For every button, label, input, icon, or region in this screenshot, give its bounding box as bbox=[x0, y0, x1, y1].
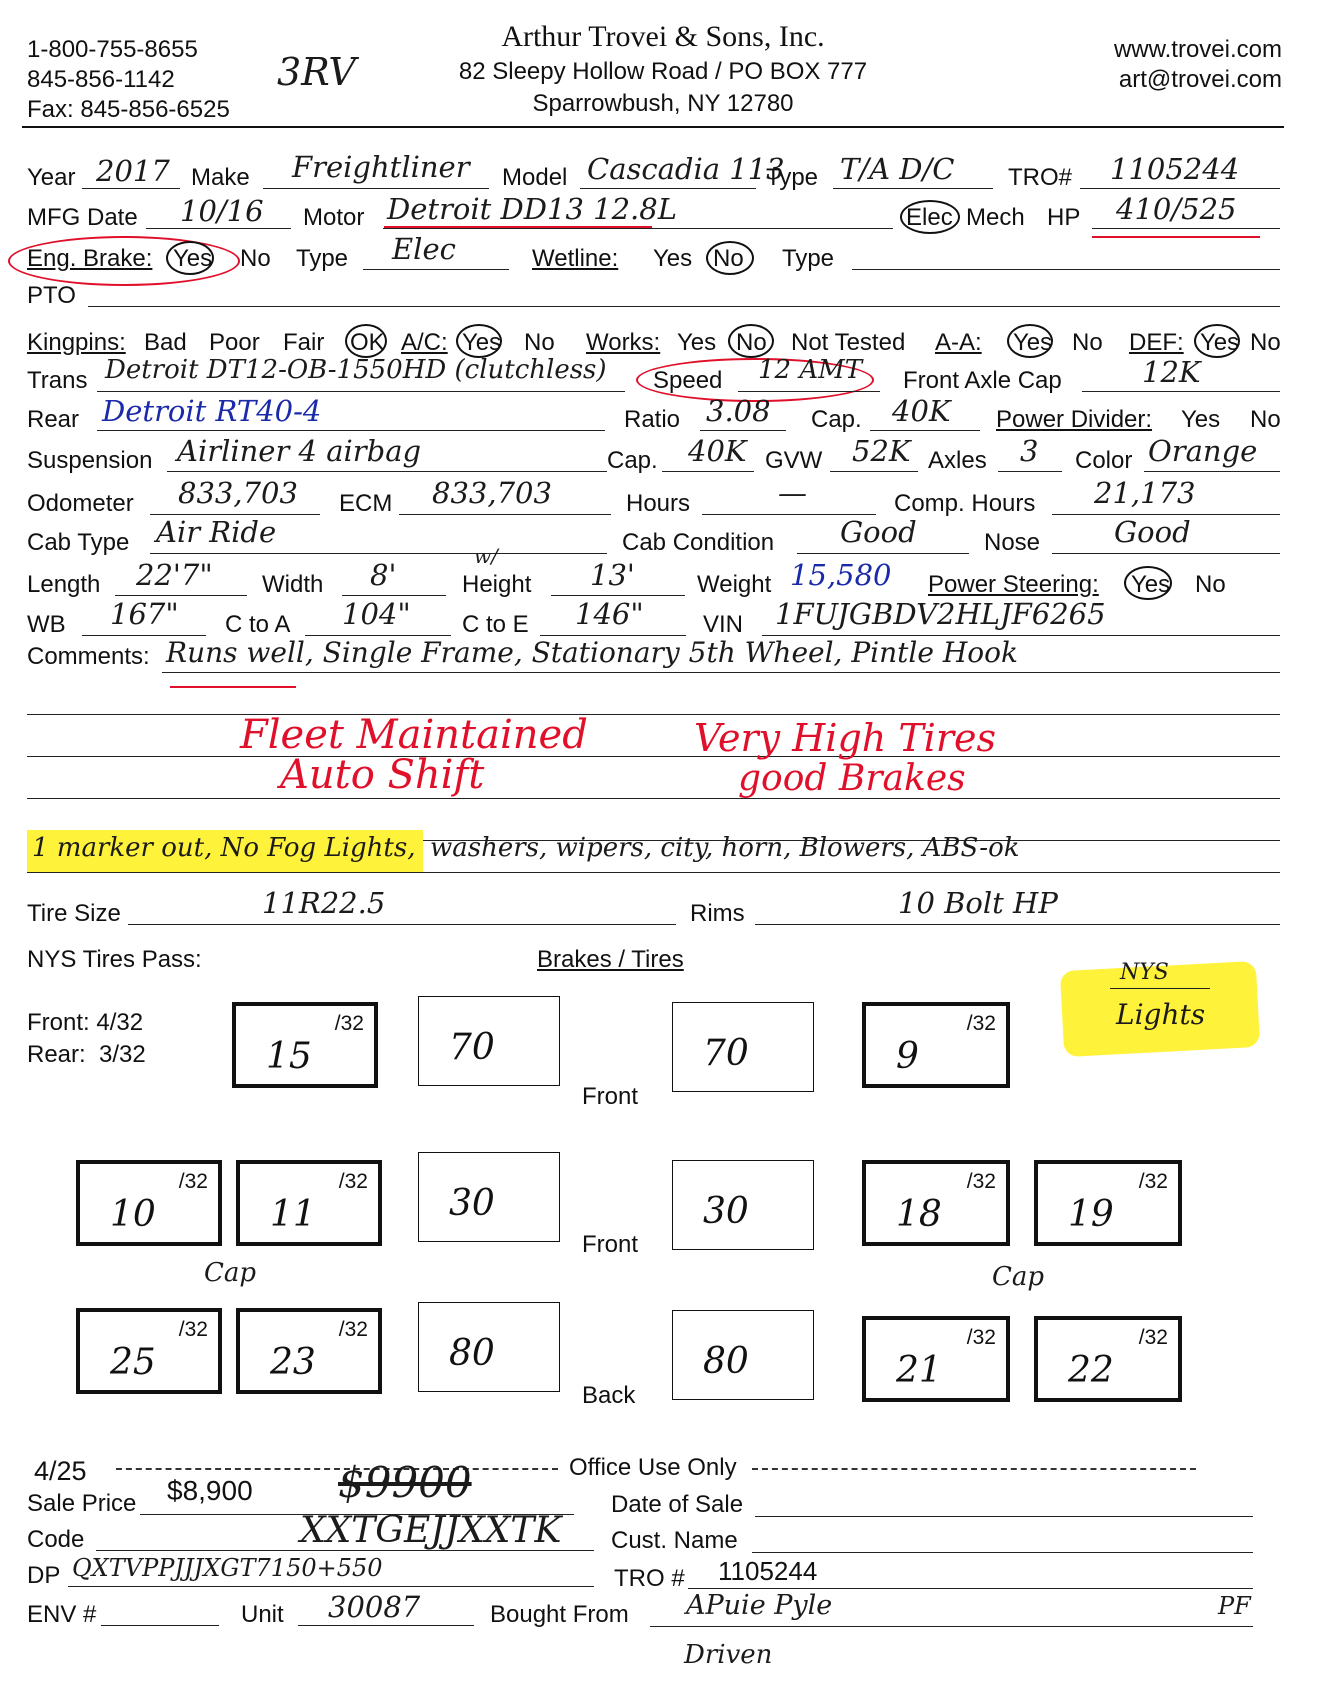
comments-label: Comments: bbox=[27, 643, 150, 670]
model-label: Model bbox=[502, 164, 568, 191]
gvw-value[interactable]: 52K bbox=[852, 434, 911, 468]
speed-label: Speed bbox=[653, 367, 723, 394]
sale-date-value[interactable]: 4/25 bbox=[34, 1456, 87, 1486]
c-to-e-value[interactable]: 146" bbox=[575, 597, 644, 631]
tire-back-left-outer[interactable] bbox=[76, 1308, 222, 1394]
brake-value: 30 bbox=[703, 1191, 749, 1232]
pto-label: PTO bbox=[27, 282, 76, 309]
note-good-brakes: good Brakes bbox=[738, 758, 966, 799]
dp-value[interactable]: QXTVPPJJJXGT7150+550 bbox=[72, 1554, 383, 1582]
mech-option[interactable]: Mech bbox=[966, 204, 1025, 231]
power-divider-label: Power Divider: bbox=[996, 406, 1153, 433]
front-steer-label: Front bbox=[582, 1083, 639, 1110]
def-yes[interactable]: Yes bbox=[1200, 329, 1240, 356]
type-value[interactable]: T/A D/C bbox=[840, 152, 955, 186]
susp-cap-value[interactable]: 40K bbox=[688, 434, 747, 468]
note-very-high-tires: Very High Tires bbox=[694, 716, 996, 760]
vin-value[interactable]: 1FUJGBDV2HLJF6265 bbox=[775, 597, 1106, 631]
nose-value[interactable]: Good bbox=[1114, 515, 1191, 549]
rims-label: Rims bbox=[690, 900, 745, 927]
tire-value: 23 bbox=[270, 1342, 316, 1383]
ratio-value[interactable]: 3.08 bbox=[706, 394, 771, 428]
tro-value[interactable]: 1105244 bbox=[1110, 152, 1240, 186]
date-of-sale-label: Date of Sale bbox=[611, 1491, 744, 1518]
phone-2: 845-856-1142 bbox=[27, 66, 175, 93]
power-steering-yes[interactable]: Yes bbox=[1131, 571, 1171, 598]
tire-value: 15 bbox=[266, 1036, 312, 1077]
header-divider bbox=[22, 126, 1284, 128]
def-label: DEF: bbox=[1129, 329, 1184, 356]
wetline-type-label: Type bbox=[782, 245, 835, 272]
hours-value[interactable]: — bbox=[778, 476, 807, 510]
tire-size-label: Tire Size bbox=[27, 900, 121, 927]
tro-num-value[interactable]: 1105244 bbox=[718, 1556, 818, 1586]
wb-label: WB bbox=[27, 611, 66, 638]
tire-value: 25 bbox=[110, 1342, 156, 1383]
tro-label: TRO# bbox=[1008, 164, 1073, 191]
brake-value: 30 bbox=[449, 1183, 495, 1224]
comp-hours-value[interactable]: 21,173 bbox=[1094, 476, 1196, 510]
width-label: Width bbox=[262, 571, 324, 598]
email-link[interactable]: art@trovei.com bbox=[1118, 66, 1282, 93]
ac-yes-circle bbox=[456, 324, 502, 358]
cab-type-label: Cab Type bbox=[27, 529, 130, 556]
eng-brake-label: Eng. Brake: bbox=[27, 245, 153, 272]
type-label: Type bbox=[766, 164, 819, 191]
lights-note: Lights bbox=[1116, 998, 1206, 1031]
front-axle-cap-value[interactable]: 12K bbox=[1142, 355, 1201, 389]
brake-front-right[interactable] bbox=[672, 1160, 814, 1250]
rear-value[interactable]: Detroit RT40-4 bbox=[102, 394, 322, 428]
wetline-no[interactable]: No bbox=[713, 245, 744, 272]
tire-fraction: /32 bbox=[966, 1326, 996, 1349]
tire-value: 19 bbox=[1068, 1194, 1114, 1235]
sale-price-value[interactable]: $8,900 bbox=[167, 1475, 253, 1506]
ecm-label: ECM bbox=[339, 490, 393, 517]
tire-front-left-outer[interactable] bbox=[76, 1160, 222, 1246]
ecm-value[interactable]: 833,703 bbox=[432, 476, 552, 510]
eng-brake-yes-circle bbox=[166, 241, 214, 275]
brake-front-left[interactable] bbox=[418, 1152, 560, 1242]
sale-price-label: Sale Price bbox=[27, 1490, 137, 1517]
dp-label: DP bbox=[27, 1562, 61, 1589]
aa-no[interactable]: No bbox=[1072, 329, 1103, 356]
tire-value: 10 bbox=[110, 1194, 156, 1235]
elec-selected-circle bbox=[900, 200, 960, 234]
address-line-2: Sparrowbush, NY 12780 bbox=[532, 90, 794, 117]
gvw-label: GVW bbox=[765, 447, 823, 474]
motor-value[interactable]: Detroit DD13 12.8L bbox=[387, 192, 677, 226]
motor-label: Motor bbox=[303, 204, 365, 231]
tire-fraction: /32 bbox=[178, 1170, 208, 1193]
height-value[interactable]: 13' bbox=[590, 558, 635, 592]
tire-fraction: /32 bbox=[1138, 1170, 1168, 1193]
aa-label: A-A: bbox=[935, 329, 982, 356]
env-label: ENV # bbox=[27, 1601, 97, 1628]
power-divider-yes[interactable]: Yes bbox=[1181, 406, 1221, 433]
height-label: Height bbox=[462, 571, 532, 598]
fax: Fax: 845-856-6525 bbox=[27, 96, 230, 123]
nys-tires-pass-label: NYS Tires Pass: bbox=[27, 946, 202, 973]
suspension-value[interactable]: Airliner 4 airbag bbox=[177, 434, 422, 468]
works-not-tested[interactable]: Not Tested bbox=[791, 329, 906, 356]
ac-yes[interactable]: Yes bbox=[462, 329, 502, 356]
brake-value: 80 bbox=[449, 1333, 495, 1374]
eng-brake-type-value[interactable]: Elec bbox=[392, 232, 456, 266]
unit-value[interactable]: 30087 bbox=[328, 1590, 421, 1624]
bought-from-initials: PF bbox=[1218, 1592, 1251, 1620]
tire-back-right-inner[interactable] bbox=[862, 1316, 1010, 1402]
lights-highlighted-text: 1 marker out, No Fog Lights, bbox=[32, 833, 416, 863]
power-steering-no[interactable]: No bbox=[1195, 571, 1226, 598]
height-note: w/ bbox=[474, 544, 498, 568]
tire-front-right-inner[interactable] bbox=[862, 1160, 1010, 1246]
weight-label: Weight bbox=[697, 571, 772, 598]
comp-hours-label: Comp. Hours bbox=[894, 490, 1036, 517]
eng-brake-type-label: Type bbox=[296, 245, 349, 272]
tire-fraction: /32 bbox=[966, 1170, 996, 1193]
color-value[interactable]: Orange bbox=[1148, 434, 1258, 468]
axles-value[interactable]: 3 bbox=[1020, 434, 1039, 468]
ac-label: A/C: bbox=[401, 329, 448, 356]
wetline-no-circle bbox=[706, 241, 754, 275]
tire-front-right-outer[interactable] bbox=[1034, 1160, 1182, 1246]
year-label: Year bbox=[27, 164, 76, 191]
tire-value: 18 bbox=[896, 1194, 942, 1235]
cab-condition-label: Cab Condition bbox=[622, 529, 775, 556]
cab-condition-value[interactable]: Good bbox=[840, 515, 917, 549]
power-steering-yes-circle bbox=[1124, 566, 1172, 600]
mfg-date-value[interactable]: 10/16 bbox=[180, 194, 264, 228]
code-value[interactable]: XXTGEJJXXTK bbox=[300, 1510, 562, 1551]
back-label: Back bbox=[582, 1382, 636, 1409]
nose-label: Nose bbox=[984, 529, 1041, 556]
c-to-a-value[interactable]: 104" bbox=[342, 597, 411, 631]
comments-value[interactable]: Runs well, Single Frame, Stationary 5th Wheel, Pintle Hook bbox=[166, 636, 1018, 669]
kingpins-poor[interactable]: Poor bbox=[209, 329, 260, 356]
unit-label: Unit bbox=[241, 1601, 284, 1628]
kingpins-label: Kingpins: bbox=[27, 329, 126, 356]
mfg-date-label: MFG Date bbox=[27, 204, 138, 231]
c-to-e-label: C to E bbox=[462, 611, 529, 638]
lights-rest-text: washers, wipers, city, horn, Blowers, ABS-ok bbox=[430, 833, 1020, 863]
kingpins-ok[interactable]: OK bbox=[350, 329, 385, 356]
kingpins-ok-circle bbox=[345, 324, 387, 358]
tire-fraction: /32 bbox=[966, 1012, 996, 1035]
rear-cap-label: Cap. bbox=[811, 406, 862, 433]
rear-label: Rear bbox=[27, 406, 80, 433]
rims-value[interactable]: 10 Bolt HP bbox=[898, 886, 1058, 920]
odometer-label: Odometer bbox=[27, 490, 134, 517]
brake-steer-right[interactable] bbox=[672, 1002, 814, 1092]
brake-steer-left[interactable] bbox=[418, 996, 560, 1086]
office-dash-left bbox=[116, 1468, 558, 1470]
weight-value[interactable]: 15,580 bbox=[790, 558, 892, 592]
kingpins-bad[interactable]: Bad bbox=[144, 329, 187, 356]
comments-red-underline bbox=[170, 686, 296, 688]
cab-type-value[interactable]: Air Ride bbox=[156, 515, 277, 549]
tire-fraction: /32 bbox=[334, 1012, 364, 1035]
brake-back-right[interactable] bbox=[672, 1310, 814, 1400]
wb-value[interactable]: 167" bbox=[110, 597, 179, 631]
tire-fraction: /32 bbox=[178, 1318, 208, 1341]
phone-1: 1-800-755-8655 bbox=[27, 36, 198, 63]
tire-value: 11 bbox=[270, 1194, 316, 1235]
make-value[interactable]: Freightliner bbox=[292, 150, 470, 184]
model-value[interactable]: Cascadia 113 bbox=[587, 152, 785, 186]
ac-no[interactable]: No bbox=[524, 329, 555, 356]
susp-cap-label: Cap. bbox=[607, 447, 658, 474]
width-value[interactable]: 8' bbox=[370, 558, 397, 592]
rear-requirement: Rear: 3/32 bbox=[27, 1041, 146, 1068]
wetline-label: Wetline: bbox=[532, 245, 619, 272]
brake-value: 70 bbox=[703, 1033, 749, 1074]
tire-value: 22 bbox=[1068, 1350, 1114, 1391]
axles-label: Axles bbox=[928, 447, 987, 474]
wetline-yes[interactable]: Yes bbox=[653, 245, 693, 272]
tire-value: 9 bbox=[896, 1036, 919, 1077]
code-label: Code bbox=[27, 1526, 85, 1553]
works-no-circle bbox=[728, 324, 774, 358]
works-label: Works: bbox=[586, 329, 661, 356]
front-axle-cap-label: Front Axle Cap bbox=[903, 367, 1062, 394]
address-line-1: 82 Sleepy Hollow Road / PO BOX 777 bbox=[458, 58, 868, 85]
tire-value: 21 bbox=[896, 1350, 942, 1391]
c-to-a-label: C to A bbox=[225, 611, 291, 638]
tag-note: 3RV bbox=[277, 50, 356, 94]
tire-front-left-inner[interactable] bbox=[236, 1160, 382, 1246]
bought-from-value[interactable]: APuie Pyle bbox=[686, 1590, 833, 1621]
aa-yes[interactable]: Yes bbox=[1013, 329, 1053, 356]
cust-name-label: Cust. Name bbox=[611, 1527, 738, 1554]
length-value[interactable]: 22'7" bbox=[136, 558, 213, 592]
tire-back-left-inner[interactable] bbox=[236, 1308, 382, 1394]
tire-steer-right[interactable] bbox=[862, 1002, 1010, 1088]
year-value[interactable]: 2017 bbox=[96, 154, 170, 188]
driven-note: Driven bbox=[684, 1640, 773, 1670]
hp-value[interactable]: 410/525 bbox=[1116, 192, 1237, 226]
office-dash-right bbox=[752, 1468, 1196, 1470]
vin-label: VIN bbox=[703, 611, 744, 638]
brake-back-left[interactable] bbox=[418, 1302, 560, 1392]
tire-fraction: /32 bbox=[1138, 1326, 1168, 1349]
tire-fraction: /32 bbox=[338, 1318, 368, 1341]
website-link[interactable]: www.trovei.com bbox=[1113, 36, 1282, 63]
cap-note-left: Cap bbox=[204, 1258, 257, 1288]
eng-brake-yes[interactable]: Yes bbox=[173, 245, 213, 272]
trans-value[interactable]: Detroit DT12-OB-1550HD (clutchless) bbox=[105, 355, 607, 385]
cap-note-right: Cap bbox=[992, 1262, 1045, 1292]
hours-label: Hours bbox=[626, 490, 691, 517]
bought-from-label: Bought From bbox=[490, 1601, 629, 1628]
brake-value: 80 bbox=[703, 1341, 749, 1382]
tire-fraction: /32 bbox=[338, 1170, 368, 1193]
odometer-value[interactable]: 833,703 bbox=[178, 476, 298, 510]
aa-yes-circle bbox=[1007, 324, 1053, 358]
kingpins-fair[interactable]: Fair bbox=[283, 329, 325, 356]
works-yes[interactable]: Yes bbox=[677, 329, 717, 356]
motor-red-underline bbox=[384, 226, 652, 228]
power-divider-no[interactable]: No bbox=[1250, 406, 1281, 433]
front-requirement: Front: 4/32 bbox=[27, 1009, 144, 1036]
tro-num-label: TRO # bbox=[614, 1565, 685, 1592]
eng-brake-no[interactable]: No bbox=[240, 245, 271, 272]
tire-size-value[interactable]: 11R22.5 bbox=[262, 886, 386, 920]
elec-option[interactable]: Elec bbox=[906, 204, 953, 231]
front-drive-label: Front bbox=[582, 1231, 639, 1258]
tire-steer-left[interactable] bbox=[232, 1002, 378, 1088]
company-name: Arthur Trovei & Sons, Inc. bbox=[501, 20, 825, 53]
brakes-tires-heading: Brakes / Tires bbox=[537, 946, 684, 973]
def-yes-circle bbox=[1194, 324, 1240, 358]
tire-back-right-outer[interactable] bbox=[1034, 1316, 1182, 1402]
ratio-label: Ratio bbox=[624, 406, 681, 433]
speed-value[interactable]: 12 AMT bbox=[758, 355, 863, 385]
hp-label: HP bbox=[1047, 204, 1081, 231]
hp-red-underline bbox=[1092, 236, 1260, 238]
trans-label: Trans bbox=[27, 367, 88, 394]
rear-cap-value[interactable]: 40K bbox=[892, 394, 951, 428]
nys-note-underline bbox=[1110, 988, 1210, 989]
note-auto-shift: Auto Shift bbox=[280, 752, 485, 798]
works-no[interactable]: No bbox=[736, 329, 767, 356]
note-fleet-maintained: Fleet Maintained bbox=[240, 712, 588, 758]
def-no[interactable]: No bbox=[1250, 329, 1281, 356]
nys-note: NYS bbox=[1120, 960, 1169, 985]
power-steering-label: Power Steering: bbox=[928, 571, 1099, 598]
brake-value: 70 bbox=[449, 1027, 495, 1068]
old-price-struck: $9900 bbox=[338, 1458, 472, 1507]
office-use-only-label: Office Use Only bbox=[569, 1454, 737, 1481]
length-label: Length bbox=[27, 571, 101, 598]
color-label: Color bbox=[1075, 447, 1133, 474]
make-label: Make bbox=[191, 164, 250, 191]
suspension-label: Suspension bbox=[27, 447, 153, 474]
